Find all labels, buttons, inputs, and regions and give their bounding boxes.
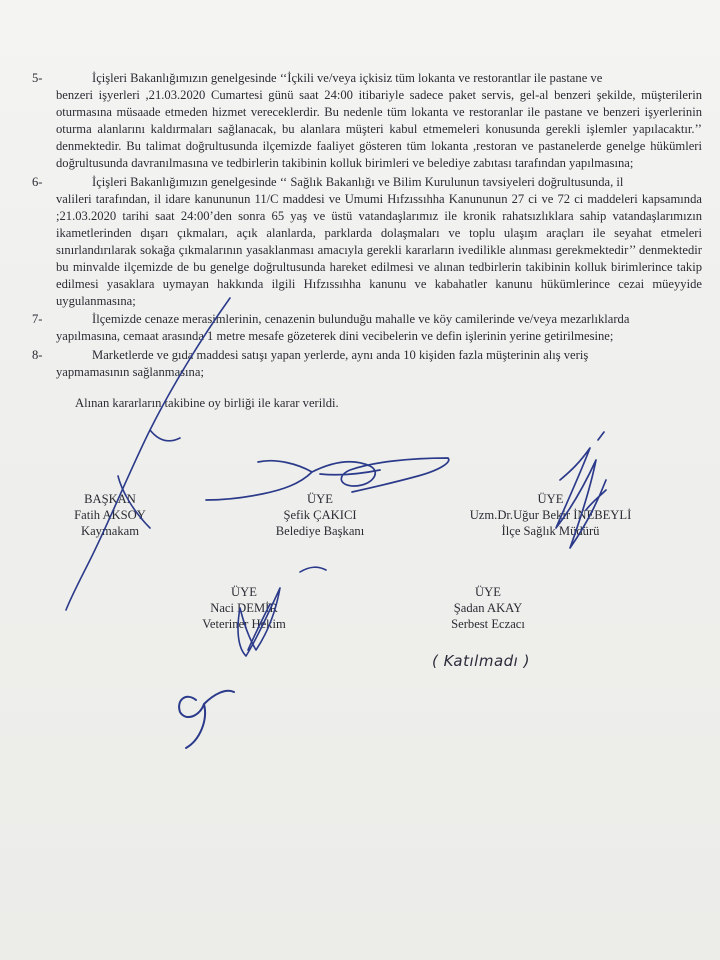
closing-statement: Alınan kararların takibine oy birliği ile karar verildi. — [75, 396, 339, 410]
decision-item-5 — [32, 70, 702, 173]
item-body: yapılmasına, cemaat arasında 1 metre mesafe gözeterek dini vecibelerin ve defin işlerinin yerine getirilmesine; — [56, 329, 614, 344]
item-first-line: İçişleri Bakanlığımızın genelgesinde ‘‘İçkili ve/veya içkisiz tüm lokanta ve restorantlar ile pastane ve — [92, 71, 603, 85]
signatory-role: ÜYE — [307, 492, 333, 506]
decision-item-8 — [32, 347, 702, 381]
signatory-name: Şadan AKAY — [453, 601, 523, 615]
signatory-role: BAŞKAN — [84, 492, 136, 506]
item-number: 8- — [32, 347, 43, 362]
decision-item-6 — [32, 174, 702, 311]
item-body: benzeri işyerleri ,21.03.2020 Cumartesi günü saat 24:00 itibariyle sadece paket servis, gel-al benzeri şekilde, müşterilerin oturmasına müsaade etmeden hizmet vereceklerdir. Bu nedenle tüm lokanta ve restoranlar ile pastane ve benzeri işyerlerinin oturma alanlarını kaldırmaları sağlanacak, bu alanlara müşteri kabul etmemeleri konusunda gerekli işlemler yapılacaktır.’’ denmektedir. Bu talimat doğrultusunda ilçemizde faaliyet gösteren tüm lokanta ,restoran ve pastanelerde genelge hükümleri doğrultusunda davranılmasına ve tedbirlerin takibinin kolluk birimleri ve belediye zabıtası tarafından yapılmasına; — [56, 88, 702, 171]
item-body: valileri tarafından, il idare kanununun 11/C maddesi ve Umumi Hıfzıssıhha Kanununun 27 ci ve 72 ci maddeleri kapsamında ;21.03.2020 tarihi saat 24:00’den sonra 65 yaş ve üstü vatandaşlarımız ile kronik rahatsızlıklara sahip vatandaşlarımızın ikametlerinden dışarı çıkmaları, açık alanlarda, parklarda dolaşmaları ve toplu ulaşım araçları ile seyahat etmeleri sınırlandırılarak sokağa çıkmalarının yasaklanması amacıyla gerekli kararların ivedilikle alınması gerekmektedir’’ denmektedir bu minvalde ilçemizde de bu genelge doğrultusunda hareket edilmesi ve alınan tedbirlerin takibinin kolluk birimlerince takip edilmesi yasaklara uymayan hakkında ilgili Hıfzıssıhha kanunu ve kabahatler kanunu hükümlerince cezai müeyyide uygulanmasına; — [56, 191, 702, 309]
signatory-name: Naci DEMİR — [210, 601, 278, 615]
signatory-role: ÜYE — [475, 585, 501, 599]
item-number: 6- — [32, 174, 43, 189]
signatory-name: Fatih AKSOY — [74, 508, 146, 522]
signature-block-belediye — [250, 491, 390, 539]
signatory-title: İlçe Sağlık Müdürü — [501, 524, 600, 538]
decision-item-7 — [32, 311, 702, 345]
item-first-line: İlçemizde cenaze merasimlerinin, cenazenin bulunduğu mahalle ve köy camilerinde ve/veya mezarlıklarda — [92, 312, 630, 327]
item-first-line: Marketlerde ve gıda maddesi satışı yapan yerlerde, aynı anda 10 kişiden fazla müşterinin alış veriş — [92, 347, 589, 362]
item-body: yapmamasının sağlanmasına; — [56, 364, 204, 379]
item-first-line: İçişleri Bakanlığımızın genelgesinde ‘‘ Sağlık Bakanlığı ve Bilim Kurulunun tavsiyeleri doğrultusunda, il — [92, 174, 624, 189]
item-number: 5- — [32, 71, 43, 85]
signatory-role: ÜYE — [231, 585, 257, 599]
signature-block-veteriner — [184, 584, 304, 632]
signature-block-baskan — [50, 491, 170, 539]
signatory-name: Uzm.Dr.Uğur Bekir İNEBEYLİ — [469, 508, 632, 522]
signatory-title: Veteriner Hekim — [202, 617, 286, 631]
item-number: 7- — [32, 312, 43, 327]
signatory-role: ÜYE — [537, 492, 564, 506]
signature-block-eczaci — [428, 584, 548, 632]
handwritten-note: ( Katılmadı ) — [432, 652, 530, 670]
signature-initial — [179, 691, 234, 748]
signatory-title: Belediye Başkanı — [275, 524, 365, 538]
signature-block-saglik — [438, 491, 663, 539]
signatory-title: Kaymakam — [80, 524, 140, 538]
signatory-title: Serbest Eczacı — [451, 617, 525, 631]
signatory-name: Şefik ÇAKICI — [283, 508, 357, 522]
decision-list — [32, 70, 702, 382]
